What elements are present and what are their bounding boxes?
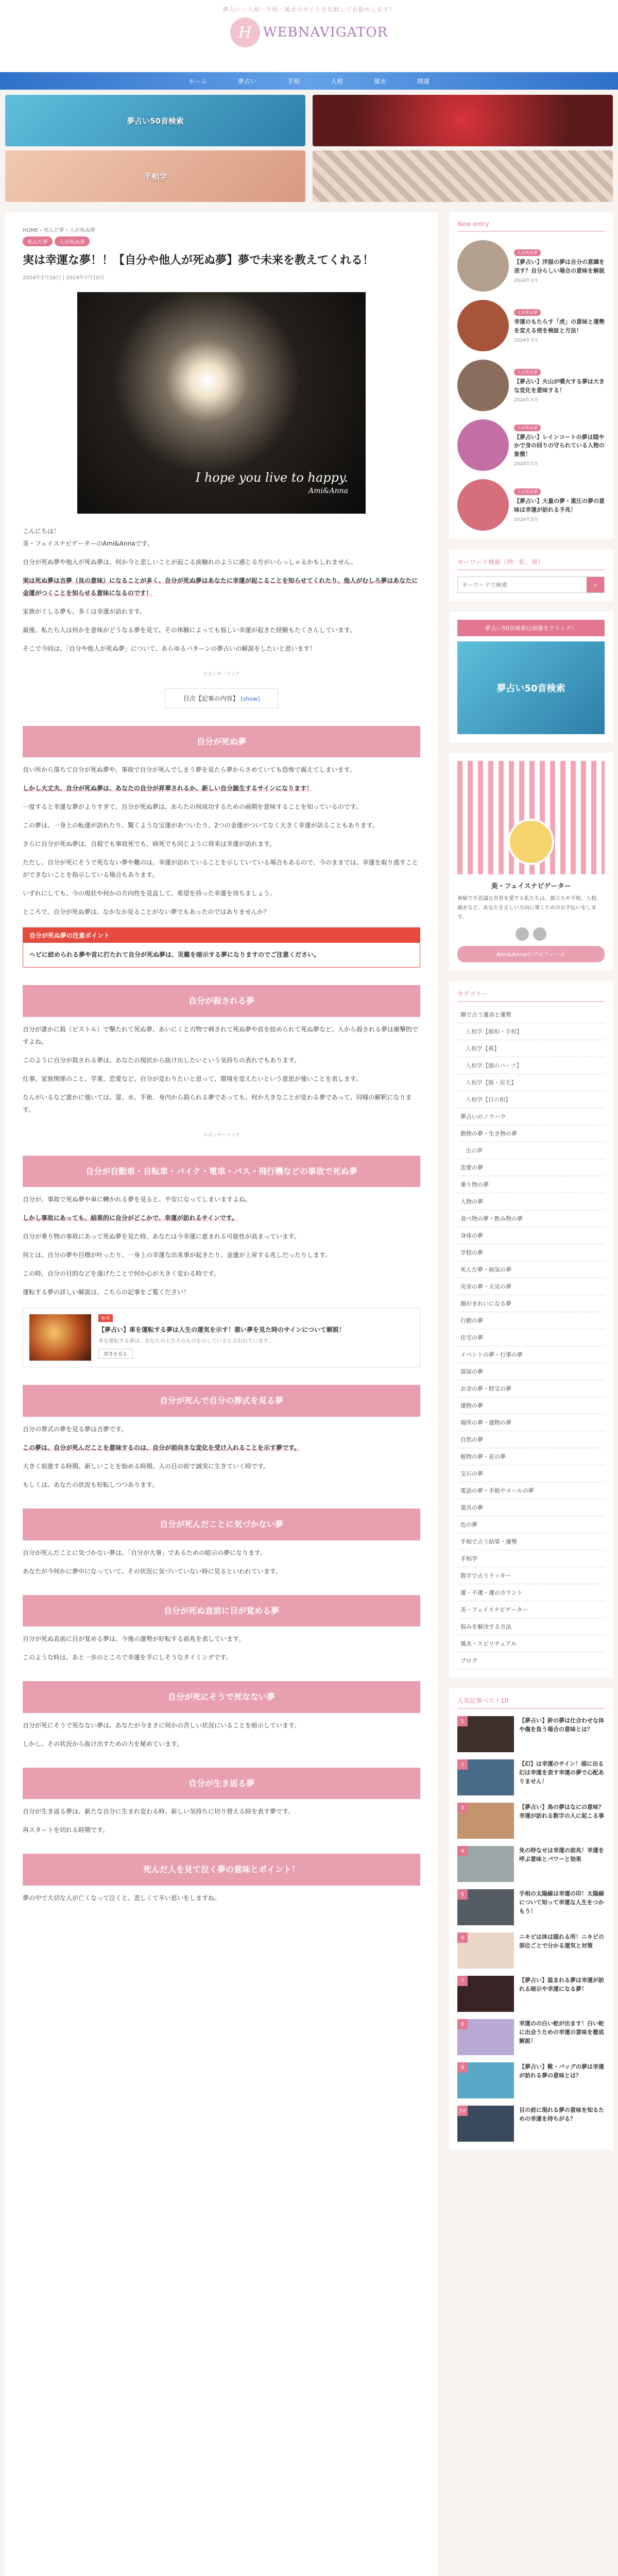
ranking-thumbnail	[457, 1803, 514, 1839]
category-link[interactable]: 恋愛の夢	[457, 1159, 605, 1176]
nav-item-dream[interactable]: 夢占い	[237, 77, 256, 85]
paragraph	[23, 1212, 420, 1224]
ranking-item[interactable]	[457, 1889, 605, 1925]
new-entry-thumbnail	[457, 419, 509, 471]
ranking-thumbnail	[457, 1933, 514, 1969]
section-heading: 自分が自動車・自転車・バイク・電車・バス・飛行機などの事故で死ぬ夢	[23, 1156, 420, 1188]
paragraph: 自分が死ぬ夢や他人が死ぬ夢は、何か今と悲しいことが起こる前触れのように感じる方がいらっしゃるかもしれません。	[23, 558, 357, 566]
paragraph: ところで、自分が死ぬ夢は、なかなか見ることがない夢でもあったのではありませんか？	[23, 908, 270, 916]
ranking-number: 10	[457, 2106, 468, 2116]
new-entry-date: 2024年3月	[514, 462, 538, 467]
new-entry-text	[514, 368, 605, 403]
paragraph: 一度すると幸運な夢がよりすぎて、自分が死ぬ夢は、あらたの何成功するための画期を意味することを知っているのです。	[23, 803, 362, 811]
main-nav	[0, 72, 618, 90]
instagram-icon[interactable]	[533, 927, 546, 941]
category-link[interactable]: 悩みを解決する方法	[457, 1618, 605, 1635]
site-tagline: 夢占い・人相・手相・風水のサイトを比較してお勧めします！	[222, 6, 396, 13]
category-list	[457, 1006, 605, 1669]
article	[5, 212, 438, 2576]
category-link[interactable]: 行動の夢	[457, 1312, 605, 1329]
category-link[interactable]: 部屋の夢	[457, 1363, 605, 1380]
highlight-text: しかし大丈夫、自分が死ぬ夢は、あなたの自分が昇華されるか、新しい自分誕生するサインになります！	[23, 785, 313, 792]
paragraph: しかし、その状況から抜け出すための力を秘めています。	[23, 1740, 183, 1748]
paragraph: そこで今回は、「自分や他人が死ぬ夢」について、あらゆるパターンの夢占いの解説をしたいと思います！	[23, 645, 316, 652]
category-link[interactable]: 人相学【顔のパーツ】	[457, 1057, 605, 1074]
ranking-item[interactable]	[457, 2062, 605, 2098]
new-entry-item[interactable]	[457, 419, 605, 471]
new-entry-thumbnail	[457, 479, 509, 531]
category-link[interactable]: 虫の夢	[457, 1142, 605, 1159]
logo-text: WEBNAVIGATOR	[263, 25, 388, 40]
breadcrumb[interactable]: HOME › 死んだ夢 › 人が死ぬ夢	[23, 228, 96, 233]
related-content	[98, 1314, 345, 1361]
new-entry-item[interactable]	[457, 300, 605, 351]
widget-heading: カテゴリー	[457, 989, 605, 1002]
paragraph: 再スタートを切れる時期です。	[23, 1826, 109, 1834]
category-link[interactable]: 災害の夢・天災の夢	[457, 1278, 605, 1295]
category-link[interactable]: 手相で占う結果・運勢	[457, 1533, 605, 1550]
dream-search-banner[interactable]: 夢占い50音検索	[457, 641, 605, 734]
paragraph: 家族がぐしる夢も、多くは幸運が訪れます。	[23, 607, 146, 615]
toc-label: 目次【記事の内容】	[183, 694, 239, 702]
new-entry-category: 人が死ぬ夢	[514, 309, 541, 316]
new-entries-widget	[449, 212, 613, 539]
search-form	[457, 577, 605, 593]
new-entry-text	[514, 423, 605, 467]
category-link[interactable]: 顔がきれいになる夢	[457, 1295, 605, 1312]
point-heading: 自分が死ぬ夢の注意ポイント	[23, 928, 420, 943]
featured-label: 夢占い50音検索	[127, 116, 184, 126]
section-heading: 自分が死んだことに気づかない夢	[23, 1509, 420, 1540]
category-link[interactable]: 死んだ夢・病気の夢	[457, 1261, 605, 1278]
profile-widget	[449, 753, 613, 971]
paragraph: 自分が死にそうで死なない夢は、あなたが今まさに何かの苦しい状況にいることを暗示しています。	[23, 1721, 301, 1729]
ranking-title[interactable]: 【夢占い】鳥の夢はなにの意味？幸運が訪れる数字の人に起こる事	[519, 1804, 604, 1820]
ranking-thumbnail	[457, 1846, 514, 1882]
ranking-number: 7	[457, 1976, 468, 1986]
ranking-item[interactable]	[457, 1803, 605, 1839]
sponsor-label: スポンサーリンク	[203, 671, 240, 677]
category-link[interactable]: 運・不運・運のカウント	[457, 1584, 605, 1601]
category-link[interactable]: ブログ	[457, 1652, 605, 1669]
related-title[interactable]: 【夢占い】車を運転する夢は人生の運気を示す！悪い夢を見た時のサインについて解説！	[98, 1326, 345, 1334]
ranking-item[interactable]	[457, 1846, 605, 1882]
category-tag[interactable]: 人が死ぬ夢	[55, 236, 90, 246]
new-entries-list	[457, 240, 605, 531]
highlight-text: この夢は、自分が死んだことを意味するのは、自分が前向きな変化を受け入れることを示す夢です。	[23, 1444, 301, 1452]
search-input[interactable]	[458, 577, 587, 592]
paragraph: 自分が死んだことに気づかない夢は、「自分が大事」であるための暗示の夢になります。	[23, 1549, 267, 1556]
search-button[interactable]	[587, 577, 604, 592]
category-link[interactable]: 学校の夢	[457, 1244, 605, 1261]
ranking-number: 8	[457, 2019, 468, 2029]
profile-button[interactable]: Ami&Annaのプロフィール	[457, 946, 605, 962]
highlight-text: 実は死ぬ夢は吉夢（良の意味）になることが多く、自分が死ぬ夢はあなたに幸運が起こることを知らせてくれたり、他人がむしろ夢はあなたに金運がつくことを知らせる意味になるのです！	[23, 577, 418, 597]
category-link[interactable]: 手相学	[457, 1550, 605, 1567]
new-entry-item[interactable]	[457, 479, 605, 531]
ranking-number: 2	[457, 1759, 468, 1770]
category-link[interactable]: 宝石の夢	[457, 1465, 605, 1482]
paragraph	[23, 782, 420, 794]
category-link[interactable]: 数字で占うラッキー	[457, 1567, 605, 1584]
category-link[interactable]: 住宅の夢	[457, 1329, 605, 1346]
paragraph: この時、自分の目的などを遂げたことで何か心が大きく変わる時です。	[23, 1270, 220, 1278]
hero-image	[77, 292, 366, 514]
ranking-list	[457, 1716, 605, 2142]
widget-heading: キーワード検索（例：虹、車）	[457, 557, 605, 570]
twitter-icon[interactable]	[516, 927, 529, 941]
paragraph: 仕事、家族関係のこと、学業、恋愛など、自分が変わりたいと思って、環境を変えたいという意思が強いことを表します。	[23, 1075, 362, 1082]
logo-mark: H	[230, 18, 260, 47]
new-entry-item[interactable]	[457, 240, 605, 292]
ranking-thumbnail	[457, 2062, 514, 2098]
site-header	[0, 0, 618, 72]
content-layout	[5, 212, 613, 2576]
section-heading: 自分が死にそうで死なない夢	[23, 1681, 420, 1713]
paragraph: 自分が生き返る夢は、新たな自分に生まれ変わる時、新しい気持ちに切り替える時を表す夢です。	[23, 1808, 295, 1816]
hero-caption	[196, 470, 348, 495]
new-entry-thumbnail	[457, 300, 509, 351]
paragraph: 良い所から落ちて自分が死ぬ夢や、事故で自分が死んでしまう夢を見たら夢からさめていても恐怖で震えてしまいます。	[23, 766, 356, 774]
paragraph: 自分の葬式の夢を見る夢は吉夢です。	[23, 1426, 128, 1433]
category-link[interactable]: 道具の夢	[457, 1499, 605, 1516]
new-entry-date: 2024年3月	[514, 517, 538, 522]
sponsor-label: スポンサーリンク	[203, 1132, 240, 1138]
paragraph: 何とは、自分の夢や目標が叶ったり、一身上の幸運な出来事が起きたり、金運が上昇する兆しだったりします。	[23, 1251, 332, 1259]
ranking-item[interactable]	[457, 2106, 605, 2142]
category-link[interactable]: 夢占いのノウハウ	[457, 1108, 605, 1125]
hero-signature: Ami&Anna	[308, 486, 348, 495]
social-links	[457, 927, 605, 941]
ranking-item[interactable]	[457, 1716, 605, 1752]
new-entry-thumbnail	[457, 240, 509, 292]
paragraph: 大きく前進する時期、新しいことを始める時期、人の目の前で誠実に生きていく時です。	[23, 1463, 270, 1470]
featured-face-reading[interactable]	[313, 150, 613, 202]
profile-image	[457, 761, 605, 874]
new-entry-date: 2024年3月	[514, 398, 538, 403]
ranking-thumbnail	[457, 1889, 514, 1925]
category-link[interactable]: お金の夢・財宝の夢	[457, 1380, 605, 1397]
new-entry-item[interactable]	[457, 360, 605, 411]
paragraph: このように自分が殺される夢は、あなたの現状から抜け出したいという気持ちの表れでもあります。	[23, 1056, 301, 1064]
hero-caption-text: I hope you live to happy.	[195, 470, 348, 485]
ranking-title[interactable]: 免の時なせは幸運の前兆！幸運を呼ぶ意味とパワーと効果	[519, 1847, 604, 1863]
category-link[interactable]: 人相学【額・眉毛】	[457, 1074, 605, 1091]
category-link[interactable]: 電話の夢・手紙やメールの夢	[457, 1482, 605, 1499]
related-tag: 参考	[98, 1314, 113, 1322]
category-link[interactable]: 風水・スピリチュアル	[457, 1635, 605, 1652]
paragraph: 夢の中で大切な人が亡くなって泣くと、悲しくて辛い思いをしますね。	[23, 1894, 221, 1902]
new-entry-title[interactable]: 【夢占い】洋服の夢は自分の意識を表す？自分らしい場合の意味を解説	[514, 259, 605, 274]
page-title: 実は幸運な夢！！【自分や他人が死ぬ夢】夢で未来を教えてくれる！	[23, 254, 374, 267]
new-entry-title[interactable]: 【夢占い】火山が噴火する夢は大きな変化を意味する！	[514, 378, 605, 394]
point-box	[23, 927, 420, 968]
highlight-text: しかし事故にあっても、結果的に自分がどこかで、幸運が訪れるサインです。	[23, 1214, 238, 1222]
ranking-thumbnail	[457, 2106, 514, 2142]
sidebar	[449, 212, 613, 2576]
nav-item-face[interactable]: 人相	[331, 77, 344, 85]
related-thumbnail	[29, 1314, 91, 1361]
ranking-item[interactable]	[457, 1759, 605, 1795]
section-heading: 死んだ人を見て泣く夢の意味とポイント！	[23, 1854, 420, 1886]
ranking-number: 4	[457, 1846, 468, 1856]
featured-dream-search[interactable]	[5, 95, 305, 146]
widget-heading: New entry	[457, 221, 605, 232]
new-entry-date: 2024年3月	[514, 278, 538, 283]
category-link[interactable]: 人相学【目の相】	[457, 1091, 605, 1108]
paragraph: 自分が、事故で死ぬ夢や車に轢かれる夢を見ると、不安になってしまいますよね。	[23, 1196, 252, 1204]
point-text: ヘビに絞められる夢や首に打たれて自分が死ぬ夢は、災難を暗示する夢になりますのでご注意ください。	[29, 951, 320, 959]
paragraph: いずれにしても、今の現状や何かの方向性を見直して、希望を持った幸運を待ちましょう。	[23, 890, 276, 897]
ranking-thumbnail	[457, 2019, 514, 2055]
paragraph	[23, 574, 420, 599]
new-entry-title[interactable]: 【夢占い】レインコートの夢は隠やかで身の回りの守られている人物の象徴！	[514, 433, 605, 457]
section-heading: 自分が死ぬ夢	[23, 726, 420, 758]
site-logo[interactable]	[230, 18, 388, 47]
ranking-widget	[449, 1688, 613, 2150]
ranking-number: 9	[457, 2062, 468, 2073]
new-entry-category: 人が死ぬ夢	[514, 488, 541, 495]
category-link[interactable]: 人物の夢	[457, 1193, 605, 1210]
related-article-card[interactable]	[23, 1308, 420, 1367]
ranking-title[interactable]: 幸運のの白い蛇が出ます！白い蛇に出会うための幸運の意味を徹底解説！	[519, 2020, 604, 2045]
banner-caption: 夢占い50音検索は画像をクリック！	[457, 620, 605, 636]
category-link[interactable]: 場所の夢・建物の夢	[457, 1414, 605, 1431]
paragraph: 運転する夢の詳しい解説は、こちらの記事をご覧ください！	[23, 1289, 190, 1296]
ranking-number: 3	[457, 1803, 468, 1813]
new-entry-text	[514, 308, 605, 343]
category-link[interactable]: 建物の夢	[457, 1397, 605, 1414]
category-link[interactable]: 食べ物の夢・飲み物の夢	[457, 1210, 605, 1227]
ranking-title[interactable]: 目の前に現れる夢の意味を知るための幸運を持ちがる？	[519, 2107, 604, 2123]
featured-row-2	[5, 150, 613, 202]
new-entry-title[interactable]: 【夢占い】大量の夢・重圧の夢の意味は幸運が訪れる予兆！	[514, 498, 605, 513]
new-entry-thumbnail	[457, 360, 509, 411]
paragraph: このような時は、あと一歩のところで幸運を手にしそうなタイミングです。	[23, 1654, 232, 1662]
ranking-thumbnail	[457, 1759, 514, 1795]
search-icon: ⌕	[593, 580, 597, 589]
new-entry-category: 人が死ぬ夢	[514, 249, 541, 256]
paragraph: さらに自分が死ぬ夢は、自殺でも事故死でも、病死でも同じように将来は幸運が訪れます。	[23, 840, 276, 848]
new-entry-text	[514, 248, 605, 283]
ranking-item[interactable]	[457, 1976, 605, 2012]
ranking-title[interactable]: ニキビは体は隠れる所！ニキビの部位ごとで分かる運気と対策	[519, 1934, 604, 1950]
post-date: 2024年2月16日 | 2024年7月10日	[23, 275, 105, 281]
new-entry-category: 人が死ぬ夢	[514, 369, 541, 376]
paragraph: もしくは、あなたの状況も好転しつつあります。	[23, 1481, 159, 1489]
related-description: 車を運転する夢は、あなたの人生そのものを示していると言われています...	[98, 1338, 273, 1344]
ranking-thumbnail	[457, 1716, 514, 1752]
section-heading: 自分が殺される夢	[23, 985, 420, 1017]
read-more-button[interactable]: 続きを見る	[98, 1349, 133, 1359]
ranking-title[interactable]: 手相の太陽線は幸運の印！太陽線について知って幸運な人生をつかもう！	[519, 1890, 604, 1915]
featured-row-1	[5, 95, 613, 146]
ranking-title[interactable]: 【夢占い】靴・バッグの夢は幸運が訪れる夢の意味とは？	[519, 2063, 604, 2079]
profile-name: 美・フェイスナビゲーター	[491, 883, 571, 890]
category-link[interactable]: 植物の夢・花の夢	[457, 1448, 605, 1465]
profile-description: 神秘で不思議な世界を愛する私たちは、顔立ちや手相、人相、風水など、あなたを正しい方向に導くためのお手伝いをします。	[457, 896, 602, 920]
section-heading: 自分が死んで自分の葬式を見る夢	[23, 1385, 420, 1417]
featured-palm[interactable]	[5, 150, 305, 202]
category-link[interactable]: 色の夢	[457, 1516, 605, 1533]
ranking-title[interactable]: 【夢占い】温まれる夢は幸運が訪れる暗示や幸運になる夢！	[519, 1977, 604, 1993]
table-of-contents	[165, 688, 278, 708]
category-link[interactable]: 顔で占う運命と運勢	[457, 1006, 605, 1023]
nav-item-luck[interactable]: 開運	[417, 77, 430, 85]
ranking-item[interactable]	[457, 1933, 605, 1969]
category-link[interactable]: 人相学【顔相・手相】	[457, 1023, 605, 1040]
ranking-item[interactable]	[457, 2019, 605, 2055]
new-entry-category: 人が死ぬ夢	[514, 425, 541, 431]
ranking-number: 5	[457, 1889, 468, 1900]
new-entry-text	[514, 487, 605, 522]
new-entry-title[interactable]: 幸運のもたらす「虎」の意味と運勢を変える使を検証と方法！	[514, 318, 605, 334]
ranking-number: 1	[457, 1716, 468, 1726]
new-entry-date: 2024年3月	[514, 338, 538, 343]
paragraph: 自分が乗り物の事故にあって死ぬ夢を見た時、あなたは今幸運に恵まれる可能性が高まっています。	[23, 1233, 300, 1241]
paragraph: 自分が誰かに殺（ピストル）で撃たれて死ぬ夢、あいにくと刃物で刺されて死ぬ夢や首を絞められて死ぬ夢など、人から殺される夢は衝撃的ですよね。	[23, 1025, 419, 1045]
paragraph: 自分が死ぬ直前に目が覚める夢は、今後の運勢が好転する前兆を表しています。	[23, 1635, 245, 1643]
search-widget	[449, 549, 613, 601]
paragraph: あなたが今何かに夢中になっていて、その状況に気づいていない時に見るといわれています。	[23, 1567, 282, 1575]
paragraph	[23, 1442, 420, 1454]
section-heading: 自分が死ぬ直前に目が覚める夢	[23, 1595, 420, 1627]
category-link[interactable]: 身体の夢	[457, 1227, 605, 1244]
category-link[interactable]: 乗り物の夢	[457, 1176, 605, 1193]
featured-ladybug[interactable]	[313, 95, 613, 146]
nav-item-fengshui[interactable]: 風水	[374, 77, 387, 85]
avatar	[508, 819, 554, 865]
ranking-number: 6	[457, 1933, 468, 1943]
toc-toggle[interactable]: [show]	[241, 695, 260, 702]
ranking-thumbnail	[457, 1976, 514, 2012]
ranking-title[interactable]: 【夢占い】鈴の夢は仕合わせな体や傷を負う場合の意味とは？	[519, 1717, 604, 1733]
category-tag[interactable]: 死んだ夢	[23, 236, 53, 246]
paragraph: なんがいるなど誰かに強いては、霊、水、手術、身内から殺られる夢であっても、何か大きなことが変わる夢であって、同様の解釈になります。	[23, 1093, 412, 1113]
category-link[interactable]: 美・フェイスナビゲーター	[457, 1601, 605, 1618]
widget-heading: 人気記事ベスト10	[457, 1696, 605, 1709]
intro-text: こんにちは！ 美・フェイスナビゲーターのAmi&Annaです。	[23, 527, 153, 547]
paragraph: この夢は、一身上の転運が訪れたり、驚くような宝運があついたり、2つの金運がついてなく大きく幸運が訪ることもあります。	[23, 822, 379, 829]
paragraph: 最後、私たち人は何かを意味がどうなる夢を見て、その体験によっても悩しい幸運が起きた経験もたくさんしています。	[23, 626, 356, 634]
category-link[interactable]: 自然の夢	[457, 1431, 605, 1448]
banner-widget	[449, 612, 613, 742]
featured-label: 手相学	[143, 172, 167, 181]
paragraph: ただし、自分が死にそうで死なない夢や難のは、幸運が訪れていることを示していている場合もあるので、今のままでは、幸運を取り逃すことができないことを指示している場合もあります。	[23, 859, 418, 879]
category-link[interactable]: イベントの夢・行事の夢	[457, 1346, 605, 1363]
section-heading: 自分が生き返る夢	[23, 1768, 420, 1800]
nav-item-palm[interactable]: 手相	[287, 77, 300, 85]
nav-item-home[interactable]: ホーム	[188, 77, 207, 85]
category-link[interactable]: 人相学【鼻】	[457, 1040, 605, 1057]
category-link[interactable]: 動物の夢・生き物の夢	[457, 1125, 605, 1142]
ranking-title[interactable]: 【幻】は幸運のサイン！頭に出る幻は幸運を表す幸運の夢で心配ありません！	[519, 1760, 604, 1785]
category-widget	[449, 981, 613, 1677]
